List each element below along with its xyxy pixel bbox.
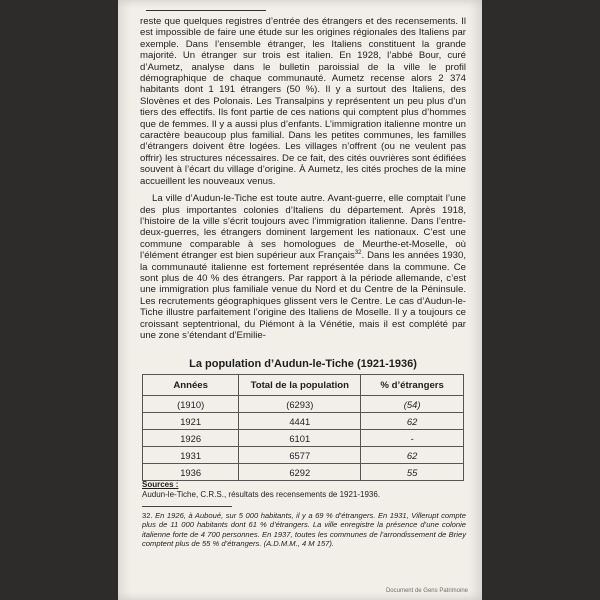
sources-text: Audun-le-Tiche, C.R.S., résultats des recensements de 1921-1936. <box>142 490 381 499</box>
cell-percent: - <box>361 430 464 447</box>
table-row <box>143 447 464 464</box>
cell-year: 1926 <box>143 430 239 447</box>
header-total: Total de la population <box>239 375 361 396</box>
cell-year: 1931 <box>143 447 239 464</box>
sources-note <box>142 480 468 500</box>
header-years: Années <box>143 375 239 396</box>
paragraph-1: reste que quelques registres d’entrée des étrangers et des recensements. Il est impossible de faire une étude sur les origines régionales des Italiens par exemple. Dans l’ensemble étranger, les Italiens constituent la grande majorité. Un étranger sur trois est italien. En 1928, l’abbé Bour, curé d’Aumetz, analyse dans le bulletin paroissial de la ville le profil démographique de chaque communauté. Aumetz recense alors 2 374 habitants dont 1 191 étrangers (50 %). Il y a surtout des Italiens, des Slovènes et des Polonais. Les Transalpins y représentent un peu plus d’un tiers des effectifs. Ils font partie de ces nations qui comptent plus d’hommes que de femmes. Il y a aussi plus d’enfants. L’immigration italienne montre un caractère beaucoup plus familial. Dans les petites communes, les familles d’étrangers doivent être logées. Les villages n’offrent (ou ne veulent pas offrir) les structures nécessaires. De ce fait, des cités ouvrières sont édifiées souvent à l’écart du village d’origine. À Aumetz, les cités proches de la mine accueillent les nouveaux venus. <box>140 16 466 187</box>
footnote-ref: 32 <box>354 249 362 256</box>
footnote <box>142 511 466 549</box>
population-table <box>142 374 464 481</box>
footnote-number: 32. <box>142 511 153 520</box>
cell-total: (6293) <box>239 396 361 413</box>
table-header-row <box>143 375 464 396</box>
table-title: La population d’Audun-le-Tiche (1921-1936) <box>189 358 417 370</box>
sources-label: Sources : <box>142 480 179 489</box>
paragraph-2-part-1: La ville d’Audun-le-Tiche est toute autre. Avant-guerre, elle comptait l’une des plus importantes colonies d’Italiens du département. Après 1918, l’histoire de la ville s’écrit toujours avec l’immigration italienne. Dans l’entre-deux-guerres, les étrangers dominent largement les nationaux. C’est une commune comparable à ses homologues de Meurthe-et-Moselle, où l’élément étranger est bien supérieur aux Français <box>140 193 466 262</box>
table-row <box>143 413 464 430</box>
book-page <box>118 0 482 600</box>
table-row <box>143 430 464 447</box>
top-rule <box>146 10 266 11</box>
cell-total: 6577 <box>239 447 361 464</box>
cell-percent: 62 <box>361 413 464 430</box>
cell-total: 6292 <box>239 464 361 481</box>
table-row <box>143 396 464 413</box>
footnote-rule <box>142 506 232 507</box>
cell-year: 1921 <box>143 413 239 430</box>
paragraph-2 <box>140 193 466 341</box>
paragraph-2-part-2: . Dans les années 1930, la communauté italienne est fortement représentée dans la commune. Ce sont plus de 40 % des étrangers. Par rapport à la période allemande, c’est une immigration plus familiale venue du Nord et du Centre de la Péninsule. Les recrutements géographiques glissent vers le Centre. Le cas d’Audun-le-Tiche illustre parfaitement l’origine des Italiens de Moselle. Il y a toujours ce croissant septentrional, du Piémont à la Vénétie, mais il est complété par une zone s’étendant d’Emilie- <box>140 250 466 341</box>
header-percent: % d’étrangers <box>361 375 464 396</box>
cell-percent: (54) <box>361 396 464 413</box>
watermark: Document de Gens Patrimoine <box>385 588 468 594</box>
cell-year: (1910) <box>143 396 239 413</box>
cell-percent: 62 <box>361 447 464 464</box>
table-row <box>143 464 464 481</box>
body-text <box>140 16 466 341</box>
cell-percent: 55 <box>361 464 464 481</box>
footnote-text: En 1926, à Auboué, sur 5 000 habitants, il y a 69 % d’étrangers. En 1931, Villerupt compte plus de 11 000 habitants dont 61 % d’étrangers. La ville enregistre la présence d’une colonie italienne forte de 4 700 personnes. En 1937, toutes les communes de l’arrondissement de Briey comptent plus de 55 % d’étrangers. (A.D.M.M., 4 M 157). <box>142 511 466 549</box>
cell-year: 1936 <box>143 464 239 481</box>
cell-total: 4441 <box>239 413 361 430</box>
cell-total: 6101 <box>239 430 361 447</box>
